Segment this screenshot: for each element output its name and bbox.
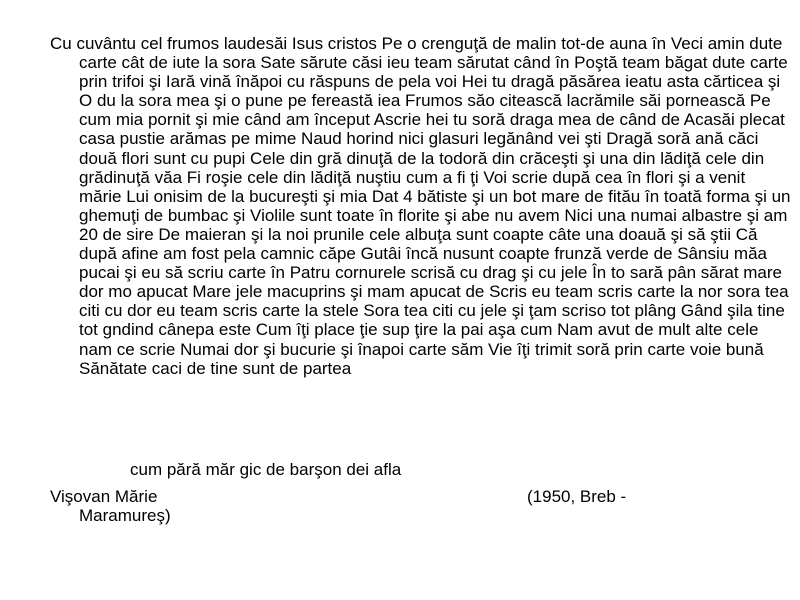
letter-body: Cu cuvântu cel frumos laudesăi Isus cristos Pe o crenguţă de malin tot-de auna în Veci amin dute carte cât de iute la sora Sate sărute căsi ieu team sărutat când în Poştă team băgat dute carte prin trifoi şi Iară vină înăpoi cu răspuns de pela voi Hei tu dragă păsărea ieatu asta cărticea şi O du la sora mea şi o pune pe fereastă iea Frumos săo citească lacrămile săi pornească Pe cum mia pornit şi mie când am început Ascrie hei tu soră draga mea de când de Acasăi plecat casa pustie arămas pe mime Naud horind nici glasuri legănând vei şti Dragă soră ană căci două flori sunt cu pupi Cele din gră dinuţă de la todoră din crăceşti şi una din lădiţă cele din grădinuţă văa Fi roşie cele din lădiţă nuştiu cum a fi ţi Voi scrie după cea în flori şi a venit mărie Lui onisim de la bucureşti şi mia Dat 4 bătiste şi un bot mare de fitău în toată forma şi un ghemuţi de bumbac şi Violile sunt toate în florite şi abe nu avem Nici una numai albastre şi am 20 de sire De maieran şi la noi prunile cele albuţa sunt coapte câte una doauă şi să ştii Că după afine am fost pela camnic căpe Gutâi încă nusunt coapte frunză verde de Sânsiu măa pucai şi eu să scriu carte în Patru cornurele scrisă cu drag şi cu jele În to sară pân sărat mare dor mo apucat Mare jele macuprins şi mam apucat de Scris eu team scris carte la nor sora tea citi cu dor eu team scris carte la stele Sora tea citi cu jele şi ţam scriso tot plâng Gând şila tine tot gndind cânepa este Cum îţi place ţie sup ţire la pai aşa cum Nam avut de mult alte cele nam ce scrie Numai dor şi bucurie şi înapoi carte săm Vie îţi trimit soră prin carte voie bună Sănătate caci de tine sunt de partea (50, 34, 791, 378)
letter-closing: cum pără măr gic de barşon dei afla (130, 460, 402, 479)
attribution-line-1 (50, 487, 762, 506)
author-name: Vişovan Mărie (50, 487, 158, 506)
attribution-line-2 (50, 506, 762, 525)
date-place: (1950, Breb - (527, 487, 627, 506)
attribution (50, 487, 762, 525)
place-continuation: Maramureş) (79, 506, 171, 526)
